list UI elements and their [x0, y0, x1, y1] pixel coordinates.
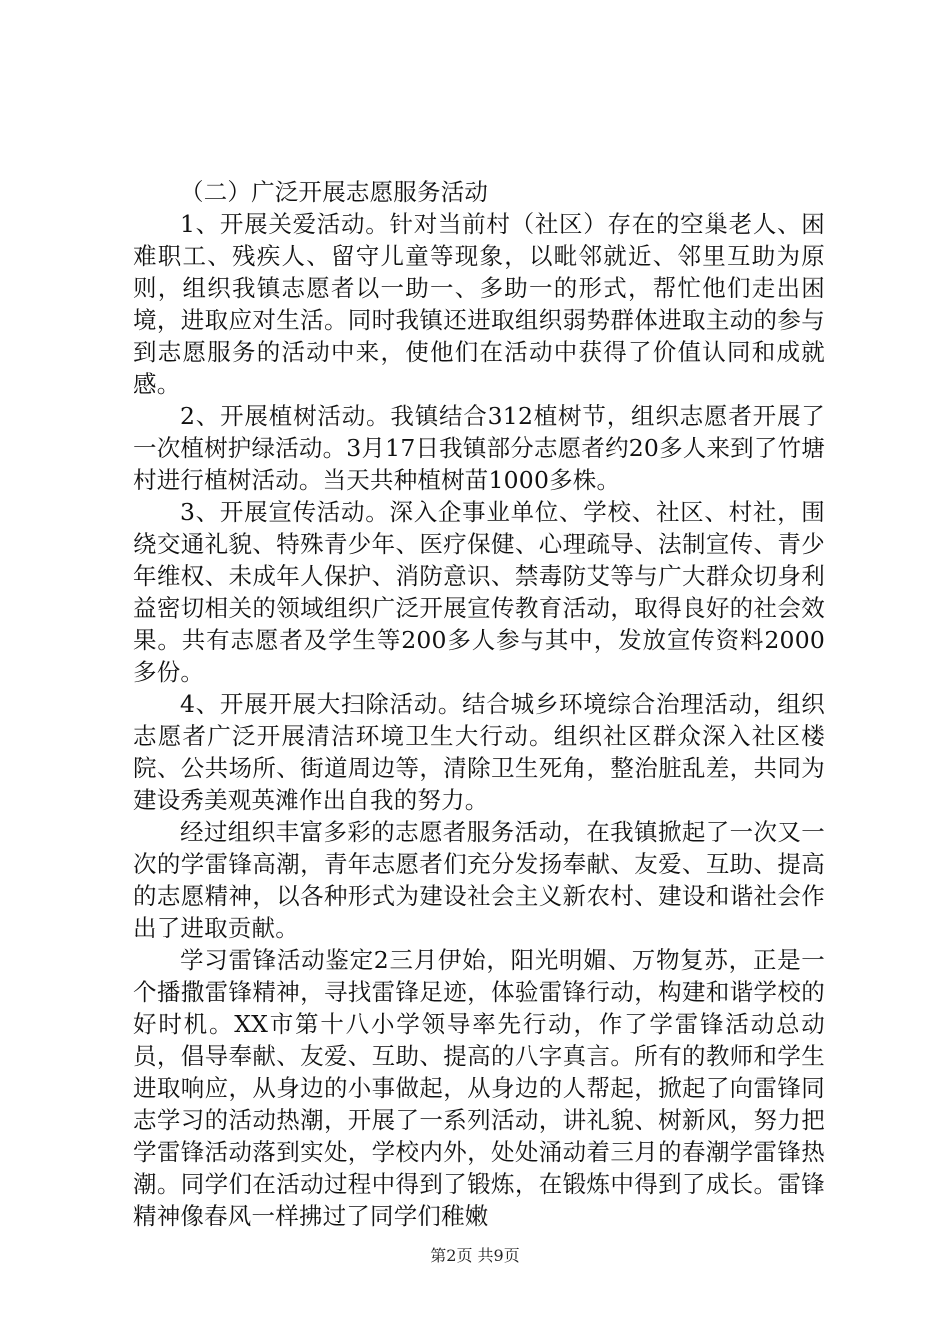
paragraph-care-activity: 1、开展关爱活动。针对当前村（社区）存在的空巢老人、困难职工、残疾人、留守儿童等现象，以毗邻就近、邻里互助为原则，组织我镇志愿者以一助一、多助一的形式，帮忙他们走出困境，进取应对生活。同时我镇还进取组织弱势群体进取主动的参与到志愿服务的活动中来，使他们在活动中获得了价值认同和成就感。	[133, 210, 825, 398]
paragraph-summary: 经过组织丰富多彩的志愿者服务活动，在我镇掀起了一次又一次的学雷锋高潮，青年志愿者们充分发扬奉献、友爱、互助、提高的志愿精神，以各种形式为建设社会主义新农村、建设和谐社会作出了进取贡献。	[133, 818, 825, 942]
paragraph-lei-feng-learning: 学习雷锋活动鉴定2三月伊始，阳光明媚、万物复苏，正是一个播撒雷锋精神，寻找雷锋足迹，体验雷锋行动，构建和谐学校的好时机。XX市第十八小学领导率先行动，作了学雷锋活动总动员，倡导奉献、友爱、互助、提高的八字真言。所有的教师和学生进取响应，从身边的小事做起，从身边的人帮起，掀起了向雷锋同志学习的活动热潮，开展了一系列活动，讲礼貌、树新风，努力把学雷锋活动落到实处，学校内外，处处涌动着三月的春潮学雷锋热潮。同学们在活动过程中得到了锻炼，在锻炼中得到了成长。雷锋精神像春风一样拂过了同学们稚嫩	[133, 946, 825, 1230]
page-footer: 第2页 共9页	[430, 1246, 520, 1265]
paragraph-tree-planting: 2、开展植树活动。我镇结合312植树节，组织志愿者开展了一次植树护绿活动。3月17日我镇部分志愿者约20多人来到了竹塘村进行植树活动。当天共种植树苗1000多株。	[133, 402, 825, 494]
section-heading: （二）广泛开展志愿服务活动	[180, 178, 489, 206]
body-text	[133, 176, 825, 1232]
paragraph-publicity-activity: 3、开展宣传活动。深入企事业单位、学校、社区、村社，围绕交通礼貌、特殊青少年、医疗保健、心理疏导、法制宣传、青少年维权、未成年人保护、消防意识、禁毒防艾等与广大群众切身利益密切相关的领域组织广泛开展宣传教育活动，取得良好的社会效果。共有志愿者及学生等200多人参与其中，发放宣传资料2000多份。	[133, 498, 825, 686]
paragraph-cleanup-activity: 4、开展开展大扫除活动。结合城乡环境综合治理活动，组织志愿者广泛开展清洁环境卫生大行动。组织社区群众深入社区楼院、公共场所、街道周边等，清除卫生死角，整治脏乱差，共同为建设秀美观英滩作出自我的努力。	[133, 690, 825, 814]
